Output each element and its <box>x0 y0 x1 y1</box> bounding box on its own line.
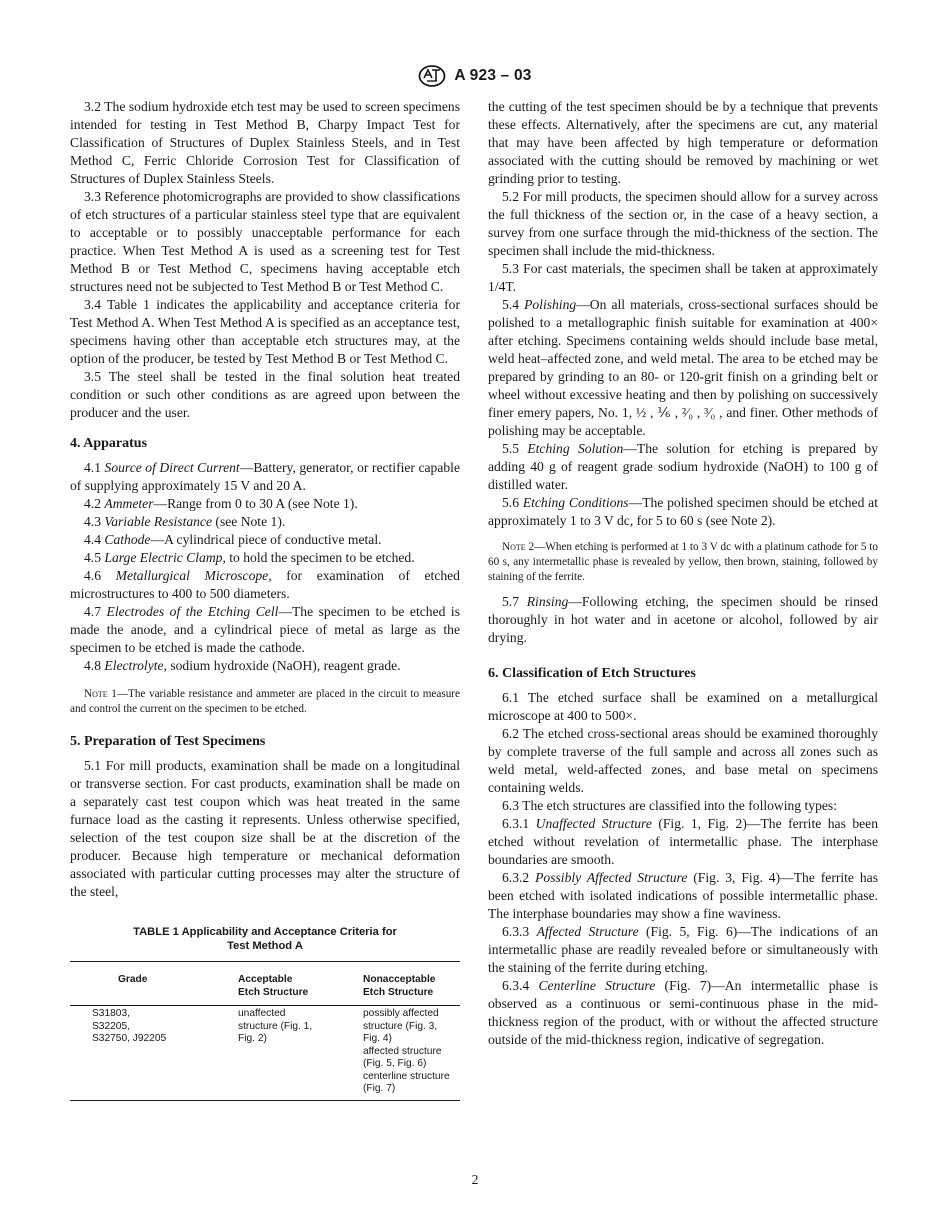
section-6-3-2: 6.3.2 Possibly Affected Structure (Fig. 3, Fig. 4)—The ferrite has been etched with isolated indications of possible intermetallic phase. The interphase boundaries may show a fine waviness. <box>488 870 878 921</box>
section-6-3-4: 6.3.4 Centerline Structure (Fig. 7)—An intermetallic phase is observed as a continuous or semi-continuous phase in the mid-thickness region of the product, with or without the affected structure outside of the mid-thickness region, indicative of segregation. <box>488 978 878 1047</box>
document-designation: A 923 – 03 <box>454 67 532 84</box>
apparatus-item: 4.3 Variable Resistance (see Note 1). <box>84 514 286 529</box>
column-header-nonacceptable: Nonacceptable Etch Structure <box>363 974 436 998</box>
section-5-4: 5.4 Polishing—On all materials, cross-sectional surfaces should be polished to a metallographic finish suitable for examination at 400× after etching. Specimens containing welds should include base metal, weld heat–affected zone, and weld metal. The area to be etched may be prepared by grinding to an 80- or 120-grit finish on a grinding belt or wheel without excessive heating and then by polishing on successively finer emery papers, No. 1, ½ , ⅙ , ²⁄₀ , ³⁄₀ , and finer. Other methods of polishing may be acceptable. <box>488 297 878 438</box>
section-3-4: 3.4 Table 1 indicates the applicability and acceptance criteria for Test Method A. When Test Method A is specified as an acceptance test, specimens having other than acceptable etch structures may, at the option of the producer, be tested by Test Method B or Test Method C. <box>70 297 460 366</box>
cell-acceptable: unaffected structure (Fig. 1, Fig. 2) <box>238 1006 363 1101</box>
heading-apparatus: 4. Apparatus <box>70 436 148 451</box>
section-5-2: 5.2 For mill products, the specimen should allow for a survey across the full thickness of the section or, in the case of a heavy section, a survey from one surface through the mid-thickness of the section. The specimen shall include the mid-thickness. <box>488 189 878 258</box>
apparatus-item: 4.2 Ammeter—Range from 0 to 30 A (see Note 1). <box>84 496 358 511</box>
section-3-2: 3.2 The sodium hydroxide etch test may be used to screen specimens intended for testing in Test Method B, Charpy Impact Test for Classification of Structures of Duplex Stainless Steels, and in Test Method C, Ferric Chloride Corrosion Test for Classification of Structures of Duplex Stainless Steels. <box>70 99 460 186</box>
column-header-acceptable: Acceptable Etch Structure <box>238 974 309 998</box>
apparatus-item: 4.1 Source of Direct Current—Battery, generator, or rectifier capable of supplying approximately 15 V and 20 A. <box>70 460 460 493</box>
section-3-5: 3.5 The steel shall be tested in the final solution heat treated condition or such other conditions as are agreed upon between the producer and the user. <box>70 369 460 420</box>
section-5-7: 5.7 Rinsing—Following etching, the specimen should be rinsed thoroughly in hot water and in acetone or alcohol, followed by air drying. <box>488 594 878 645</box>
heading-preparation: 5. Preparation of Test Specimens <box>70 734 266 749</box>
apparatus-item: 4.7 Electrodes of the Etching Cell—The specimen to be etched is made the anode, and a cylindrical piece of metal as large as the specimen to be etched is made the cathode. <box>70 604 460 655</box>
page-header <box>0 64 950 88</box>
apparatus-item: 4.6 Metallurgical Microscope, for examination of etched microstructures to 400 to 500 diameters. <box>70 568 460 601</box>
cell-grade: S31803, S32205, S32750, J92205 <box>70 1006 238 1101</box>
table-caption: TABLE 1 Applicability and Acceptance Criteria for Test Method A <box>133 926 397 952</box>
note-1: Note 1—The variable resistance and ammeter are placed in the circuit to measure and control the current on the specimen to be etched. <box>70 688 460 715</box>
apparatus-item: 4.5 Large Electric Clamp, to hold the specimen to be etched. <box>84 550 415 565</box>
section-5-1: 5.1 For mill products, examination shall be made on a longitudinal or transverse section. For cast products, examination shall be made on a separately cast test coupon which was heat treated in the same furnace load as the casting it represents. Unless otherwise specified, selection of the test coupon size shall be at the discretion of the producer. Because high temperature or mechanical deformation associated with particular cutting processes may alter the structure of the steel, <box>70 758 460 899</box>
section-6-2: 6.2 The etched cross-sectional areas should be examined thoroughly by complete traverse of the full sample and across all zones such as weld metal, weld-affected zones, and base metal on specimens containing welds. <box>488 726 878 795</box>
note-2: Note 2—When etching is performed at 1 to 3 V dc with a platinum cathode for 5 to 60 s, any intermetallic phase is revealed by yellow, then brown, staining, followed by staining of the ferrite. <box>488 541 878 583</box>
column-header-grade: Grade <box>118 974 148 985</box>
apparatus-item: 4.4 Cathode—A cylindrical piece of conductive metal. <box>84 532 382 547</box>
section-3-3: 3.3 Reference photomicrographs are provided to show classifications of etch structures of a particular stainless steel type that are equivalent to acceptable or to possibly unacceptable performance for each practice. When Test Method A is used as a screening test for Test Method B or Test Method C, specimens having acceptable etch structures need not be subjected to Test Method B or Test Method C. <box>70 189 460 294</box>
section-5-5: 5.5 Etching Solution—The solution for etching is prepared by adding 40 g of reagent grade sodium hydroxide (NaOH) to 100 g of distilled water. <box>488 441 878 492</box>
left-column <box>70 98 460 1101</box>
section-6-1: 6.1 The etched surface shall be examined on a metallurgical microscope at 400 to 500×. <box>488 690 878 723</box>
heading-classification: 6. Classification of Etch Structures <box>488 666 696 681</box>
acceptance-table <box>70 961 460 1101</box>
astm-logo-icon <box>418 65 446 87</box>
table-1 <box>70 925 460 1101</box>
section-5-1-continued: the cutting of the test specimen should be by a technique that prevents these effects. Alternatively, after the specimens are cut, any material that may have been affected by high temperature or deformation associated with the cutting should be removed by machining or wet grinding prior to testing. <box>488 99 878 186</box>
section-6-3: 6.3 The etch structures are classified into the following types: <box>502 798 837 813</box>
apparatus-item: 4.8 Electrolyte, sodium hydroxide (NaOH), reagent grade. <box>84 658 401 673</box>
page-number: 2 <box>471 1172 479 1187</box>
section-5-6: 5.6 Etching Conditions—The polished specimen should be etched at approximately 1 to 3 V dc, for 5 to 60 s (see Note 2). <box>488 495 878 528</box>
right-column <box>488 98 878 1049</box>
section-6-3-1: 6.3.1 Unaffected Structure (Fig. 1, Fig. 2)—The ferrite has been etched without revelation of intermetallic phase. The interphase boundaries are smooth. <box>488 816 878 867</box>
table-row <box>70 1006 460 1101</box>
section-5-3: 5.3 For cast materials, the specimen shall be taken at approximately 1/4T. <box>488 261 878 294</box>
cell-nonacceptable: possibly affected structure (Fig. 3, Fig. 4) affected structure (Fig. 5, Fig. 6) centerline structure (Fig. 7) <box>363 1006 460 1101</box>
section-6-3-3: 6.3.3 Affected Structure (Fig. 5, Fig. 6)—The indications of an intermetallic phase are readily revealed before or simultaneously with the staining of the ferrite during etching. <box>488 924 878 975</box>
